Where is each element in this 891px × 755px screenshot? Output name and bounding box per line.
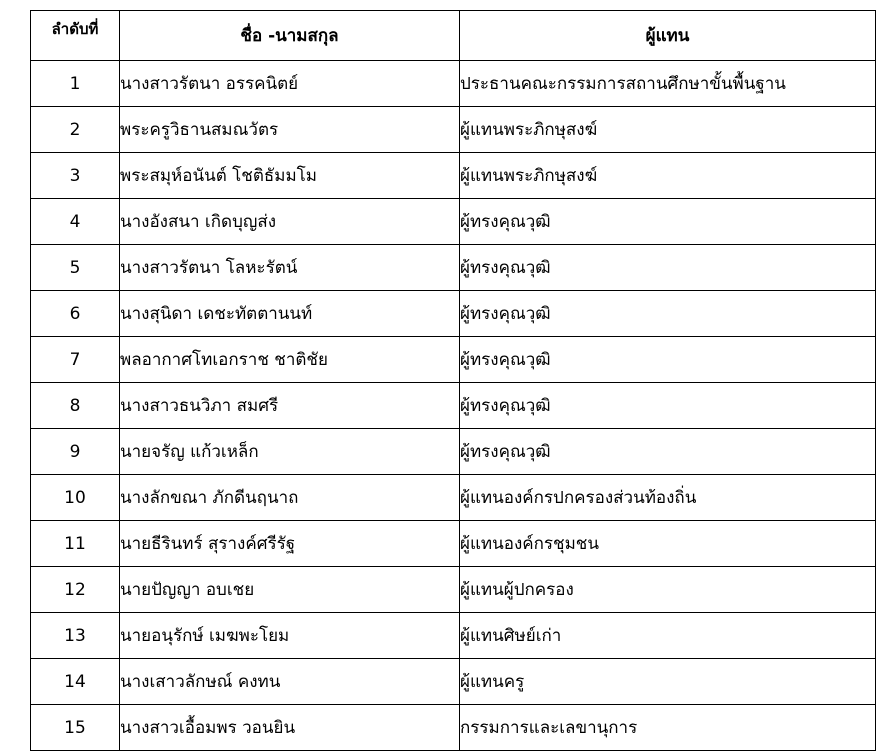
row-name: นางอังสนา เกิดบุญส่ง [120, 199, 460, 245]
table-header-row [31, 11, 876, 61]
row-order: 2 [31, 107, 120, 153]
row-representative: ผู้แทนครู [460, 659, 876, 705]
table-row [31, 705, 876, 751]
row-name: พระสมุห์อนันต์ โชติธัมมโม [120, 153, 460, 199]
table-row [31, 337, 876, 383]
row-order: 3 [31, 153, 120, 199]
row-order: 9 [31, 429, 120, 475]
row-order: 10 [31, 475, 120, 521]
table-row [31, 61, 876, 107]
row-name: นายจรัญ แก้วเหล็ก [120, 429, 460, 475]
row-name: นางเสาวลักษณ์ คงทน [120, 659, 460, 705]
row-order: 14 [31, 659, 120, 705]
table-row [31, 475, 876, 521]
row-order: 11 [31, 521, 120, 567]
row-name: นางสุนิดา เดชะทัตตานนท์ [120, 291, 460, 337]
row-representative: ประธานคณะกรรมการสถานศึกษาขั้นพื้นฐาน [460, 61, 876, 107]
row-name: นางสาวรัตนา อรรคนิตย์ [120, 61, 460, 107]
table-row [31, 429, 876, 475]
row-order: 7 [31, 337, 120, 383]
row-order: 15 [31, 705, 120, 751]
row-representative: ผู้ทรงคุณวุฒิ [460, 245, 876, 291]
row-representative: ผู้ทรงคุณวุฒิ [460, 199, 876, 245]
row-name: นางสาวเอื้อมพร วอนยิน [120, 705, 460, 751]
row-representative: กรรมการและเลขานุการ [460, 705, 876, 751]
row-representative: ผู้แทนองค์กรปกครองส่วนท้องถิ่น [460, 475, 876, 521]
table-row [31, 199, 876, 245]
row-order: 1 [31, 61, 120, 107]
row-order: 12 [31, 567, 120, 613]
table-row [31, 107, 876, 153]
row-representative: ผู้แทนพระภิกษุสงฆ์ [460, 153, 876, 199]
row-representative: ผู้แทนผู้ปกครอง [460, 567, 876, 613]
table-row [31, 659, 876, 705]
row-name: นายธีรินทร์ สุรางค์ศรีรัฐ [120, 521, 460, 567]
row-representative: ผู้แทนศิษย์เก่า [460, 613, 876, 659]
row-order: 8 [31, 383, 120, 429]
table-row [31, 291, 876, 337]
table-row [31, 383, 876, 429]
row-order: 4 [31, 199, 120, 245]
row-representative: ผู้แทนองค์กรชุมชน [460, 521, 876, 567]
row-name: นางสาวธนวิภา สมศรี [120, 383, 460, 429]
column-header-name: ชื่อ -นามสกุล [120, 11, 460, 61]
row-representative: ผู้ทรงคุณวุฒิ [460, 429, 876, 475]
row-name: นางสาวรัตนา โลหะรัตน์ [120, 245, 460, 291]
row-name: นายอนุรักษ์ เมฆพะโยม [120, 613, 460, 659]
row-order: 5 [31, 245, 120, 291]
table-row [31, 245, 876, 291]
table-row [31, 567, 876, 613]
row-name: พลอากาศโทเอกราช ชาติชัย [120, 337, 460, 383]
row-order: 13 [31, 613, 120, 659]
table-row [31, 153, 876, 199]
row-representative: ผู้ทรงคุณวุฒิ [460, 337, 876, 383]
table-row [31, 521, 876, 567]
row-representative: ผู้ทรงคุณวุฒิ [460, 291, 876, 337]
table-row [31, 613, 876, 659]
row-name: นายปัญญา อบเชย [120, 567, 460, 613]
committee-table [30, 10, 876, 751]
row-name: พระครูวิธานสมณวัตร [120, 107, 460, 153]
row-representative: ผู้แทนพระภิกษุสงฆ์ [460, 107, 876, 153]
column-header-representative: ผู้แทน [460, 11, 876, 61]
row-representative: ผู้ทรงคุณวุฒิ [460, 383, 876, 429]
row-order: 6 [31, 291, 120, 337]
row-name: นางลักขณา ภักดีนฤนาถ [120, 475, 460, 521]
column-header-order: ลำดับที่ [31, 11, 120, 61]
